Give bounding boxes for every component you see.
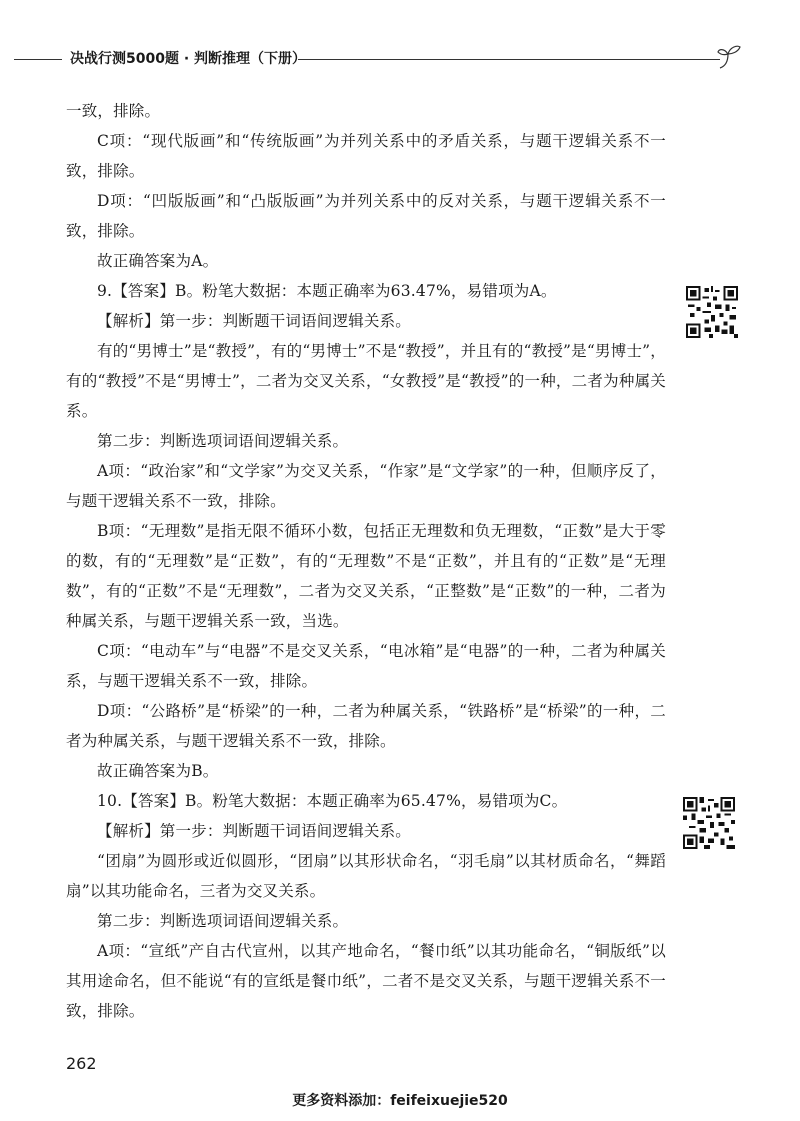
- header-rule-left: [14, 59, 62, 60]
- qr-code-icon[interactable]: [683, 797, 735, 849]
- footer-note: 更多资料添加：feifeixuejie520: [292, 1093, 508, 1109]
- paragraph-answer-8: 故正确答案为A。: [97, 252, 219, 270]
- running-header: [0, 46, 800, 72]
- paragraph-q9-option-c: C项：“电动车”与“电器”不是交叉关系，“电冰箱”是“电器”的一种，二者为种属关系，与题干逻辑关系不一致，排除。: [66, 642, 666, 690]
- sprout-icon: [716, 42, 746, 72]
- page-number: 262: [66, 1054, 97, 1073]
- paragraph-option-d: D项：“凹版版画”和“凸版版画”为并列关系中的反对关系，与题干逻辑关系不一致，排除。: [66, 192, 666, 240]
- paragraph-q10-stem-relation: “团扇”为圆形或近似圆形，“团扇”以其形状命名，“羽毛扇”以其材质命名，“舞蹈扇”以其功能命名，三者为交叉关系。: [66, 852, 666, 900]
- page-body: [66, 96, 666, 1026]
- qr-code-icon[interactable]: [686, 286, 738, 338]
- paragraph-q9-option-a: A项：“政治家”和“文学家”为交叉关系，“作家”是“文学家”的一种，但顺序反了，与题干逻辑关系不一致，排除。: [66, 462, 666, 510]
- paragraph-q10-analysis-step1: 【解析】第一步：判断题干词语间逻辑关系。: [97, 822, 412, 840]
- paragraph-q9-stem-relation: 有的“男博士”是“教授”，有的“男博士”不是“教授”，并且有的“教授”是“男博士”，有的“教授”不是“男博士”，二者为交叉关系，“女教授”是“教授”的一种，二者为种属关系。: [66, 342, 666, 420]
- paragraph-option-c: C项：“现代版画”和“传统版画”为并列关系中的矛盾关系，与题干逻辑关系不一致，排除。: [66, 132, 666, 180]
- header-title: 决战行测5000题 · 判断推理（下册）: [70, 51, 307, 67]
- paragraph-q9-option-d: D项：“公路桥”是“桥梁”的一种，二者为种属关系，“铁路桥”是“桥梁”的一种，二者为种属关系，与题干逻辑关系不一致，排除。: [66, 702, 666, 750]
- paragraph-q10-option-a: A项：“宣纸”产自古代宣州，以其产地命名，“餐巾纸”以其功能命名，“铜版纸”以其用途命名，但不能说“有的宣纸是餐巾纸”，二者不是交叉关系，与题干逻辑关系不一致，排除。: [66, 942, 666, 1020]
- paragraph-q9-step2: 第二步：判断选项词语间逻辑关系。: [97, 432, 349, 450]
- paragraph-q9-analysis-step1: 【解析】第一步：判断题干词语间逻辑关系。: [97, 312, 412, 330]
- paragraph-q9-option-b: B项：“无理数”是指无限不循环小数，包括正无理数和负无理数，“正数”是大于零的数，有的“无理数”是“正数”，有的“无理数”不是“正数”，并且有的“正数”是“无理数”，有的“正数”不是“无理数”，二者为交叉关系，“正整数”是“正数”的一种，二者为种属关系，与题干逻辑关系一致，当选。: [66, 522, 666, 630]
- paragraph-q9-final: 故正确答案为B。: [97, 762, 219, 780]
- paragraph-q10-answer: 10.【答案】B。粉笔大数据：本题正确率为65.47%，易错项为C。: [97, 792, 568, 810]
- paragraph-q10-step2: 第二步：判断选项词语间逻辑关系。: [97, 912, 349, 930]
- paragraph-continuation: 一致，排除。: [66, 102, 161, 120]
- header-rule-right: [298, 59, 720, 60]
- paragraph-q9-answer: 9.【答案】B。粉笔大数据：本题正确率为63.47%，易错项为A。: [97, 282, 557, 300]
